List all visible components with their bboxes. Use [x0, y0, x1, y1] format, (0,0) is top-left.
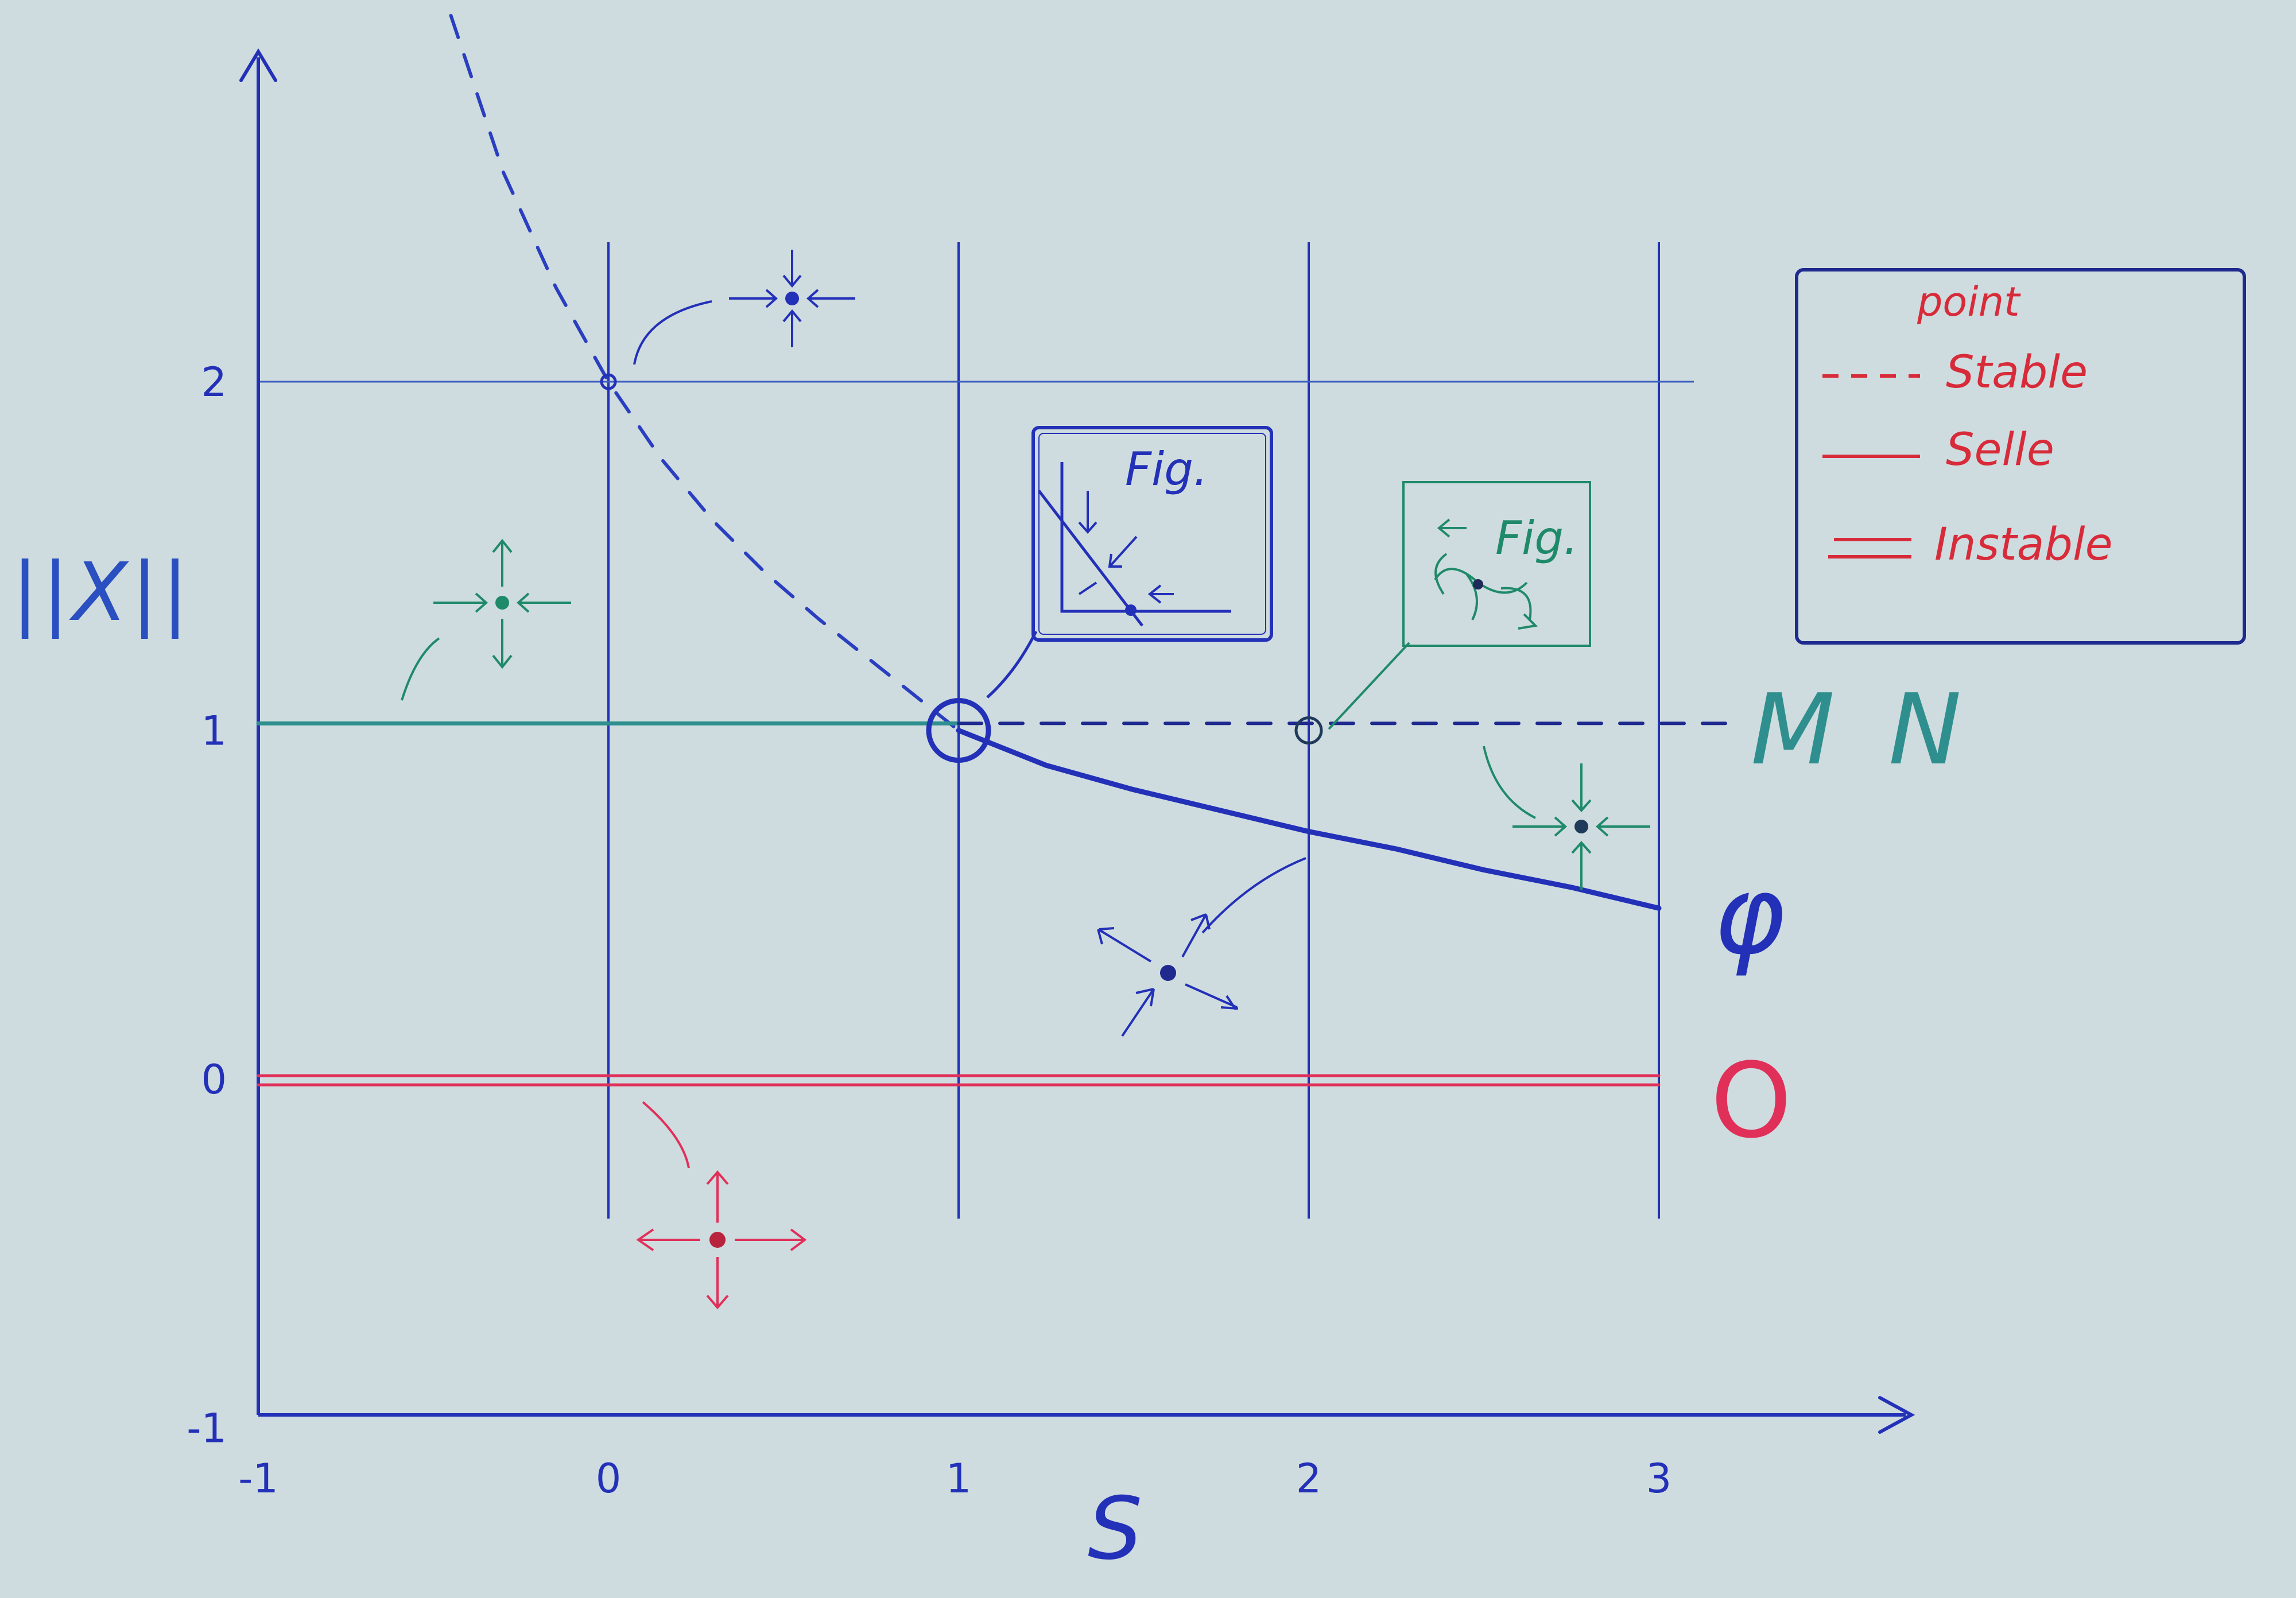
glyph-node	[785, 292, 799, 305]
grid	[258, 242, 1694, 1219]
glyph-node	[709, 1232, 726, 1248]
legend-label-selle: Selle	[1946, 424, 2054, 476]
y-tick-label: 2	[201, 359, 227, 406]
glyph-pointer	[402, 638, 439, 700]
glyph-node	[1574, 820, 1588, 833]
inset-label: Fig.	[1125, 443, 1208, 496]
y-axis-label: ||X||	[11, 546, 192, 639]
phase-glyph-teal-left	[402, 541, 571, 700]
x-tick-label: 1	[945, 1455, 972, 1502]
curve-label-phi: φ	[1713, 852, 1786, 979]
x-tick-label: -1	[238, 1455, 278, 1502]
y-tick-label: 1	[201, 707, 227, 755]
curve-label-M: M	[1751, 673, 1835, 787]
inset-spirals	[1435, 554, 1535, 629]
x-tick-label: 0	[595, 1455, 622, 1502]
legend-label-stable: Stable	[1946, 347, 2088, 398]
legend-label-instable: Instable	[1934, 519, 2113, 571]
phase-glyph-teal-right	[1484, 746, 1650, 890]
y-tick-label: 0	[201, 1056, 227, 1103]
glyph-pointer	[643, 1102, 689, 1168]
x-tick-label: 2	[1296, 1455, 1322, 1502]
series-line-0	[451, 15, 959, 730]
inset-arrows	[1079, 491, 1174, 603]
legend-title: point	[1917, 278, 2020, 325]
legend	[1797, 270, 2244, 643]
inset-fixed-point	[1125, 604, 1137, 616]
inset-figure-blue	[1033, 428, 1271, 640]
glyph-node	[1160, 965, 1176, 981]
glyph-pointer	[1203, 858, 1306, 933]
curve-label-N: N	[1888, 673, 1962, 787]
tick-labels	[187, 359, 1671, 1502]
inset-label: Fig.	[1495, 511, 1578, 565]
phase-glyph-stable-top	[634, 250, 855, 364]
y-tick-label: -1	[187, 1405, 227, 1452]
x-axis-label: S	[1088, 1479, 1143, 1579]
inset-diagonal	[1039, 491, 1142, 626]
glyph-pointer	[1484, 746, 1535, 818]
inset-arrows	[1439, 519, 1467, 537]
phase-glyph-saddle	[1098, 858, 1306, 1036]
curve-label-O: O	[1711, 1041, 1792, 1161]
x-tick-label: 3	[1646, 1455, 1672, 1502]
inset-blue-pointer	[987, 631, 1036, 697]
phase-glyph-unstable	[638, 1102, 805, 1308]
inset-figure-green	[1403, 482, 1590, 646]
inset-fixed-point	[1473, 579, 1483, 589]
glyph-pointer	[634, 301, 712, 364]
key-points	[602, 375, 1321, 761]
inset-green-pointer	[1329, 643, 1409, 729]
glyph-node	[495, 596, 509, 610]
axes	[241, 52, 1911, 1432]
